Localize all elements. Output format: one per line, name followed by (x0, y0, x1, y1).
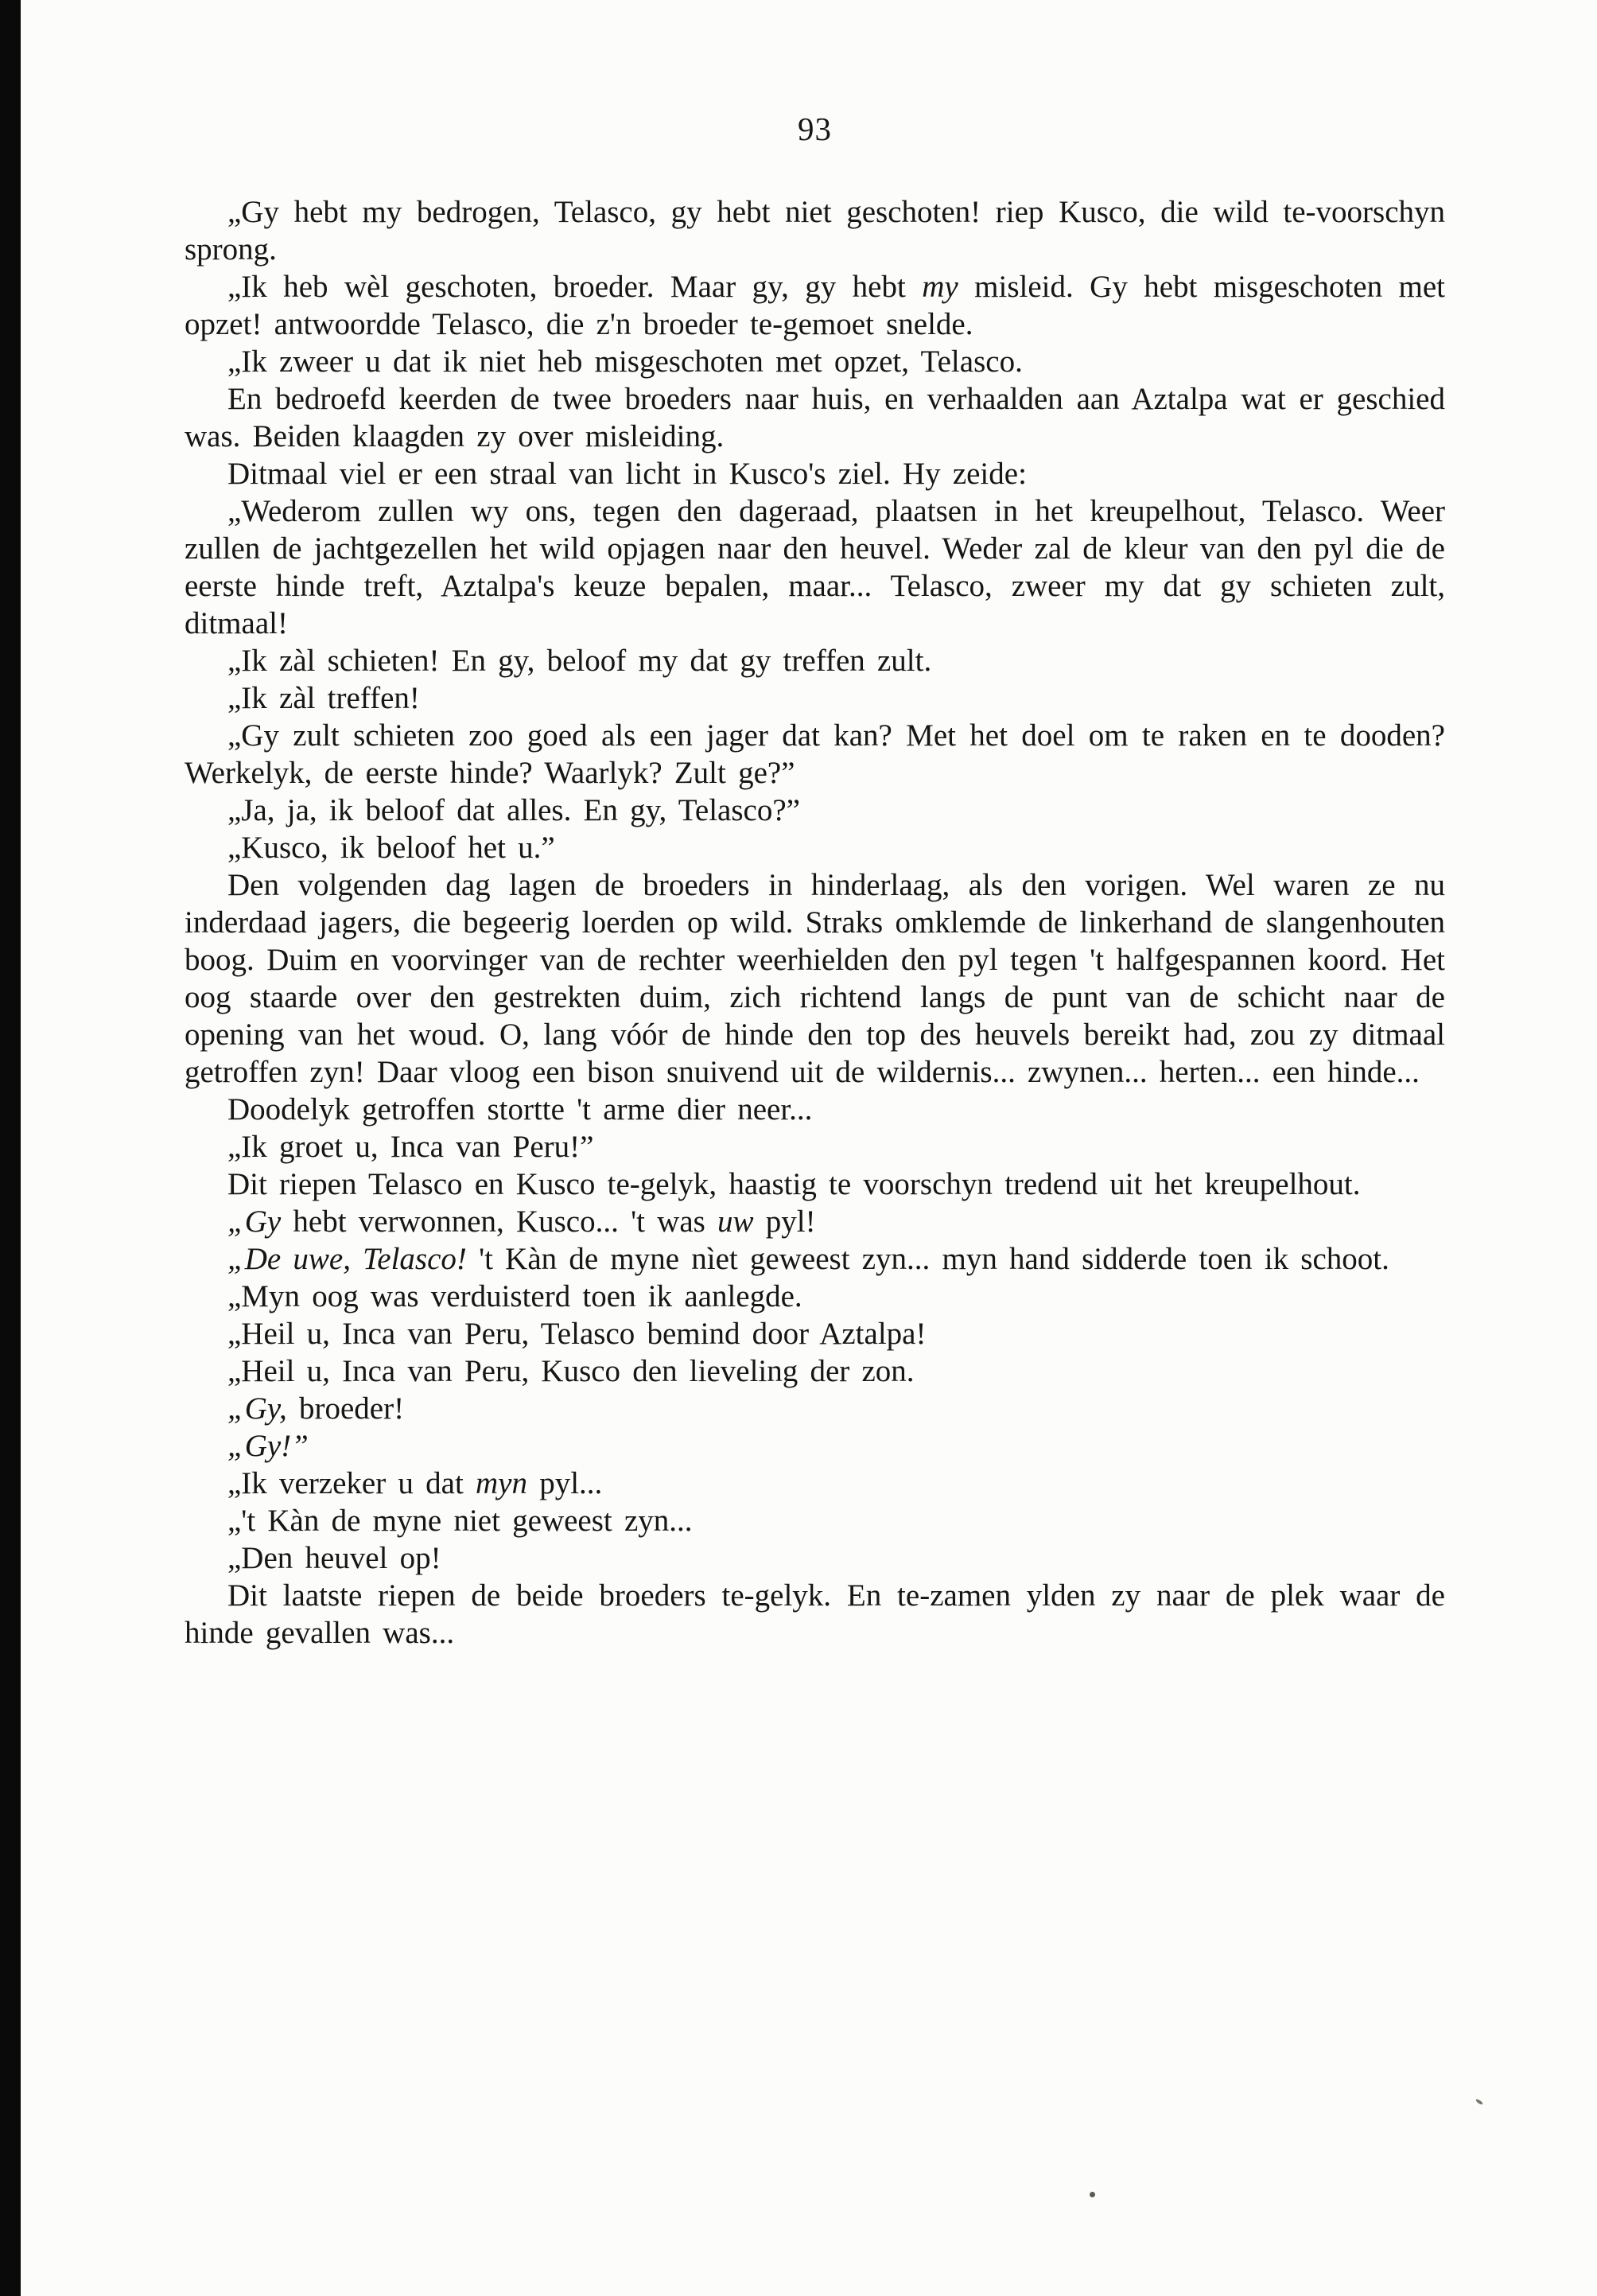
text-block (185, 193, 1445, 1652)
paragraph (185, 1352, 1445, 1390)
text-segment: Doodelyk getroffen stortte 't arme dier neer... (227, 1092, 813, 1127)
paragraph (185, 792, 1445, 829)
text-segment: „Den heuvel op! (227, 1541, 441, 1575)
emphasized-text: „Gy (227, 1204, 282, 1239)
text-segment: „Ik verzeker u dat (227, 1466, 476, 1500)
paragraph (185, 866, 1445, 1091)
paragraph (185, 1465, 1445, 1502)
paragraph (185, 380, 1445, 455)
paragraph (185, 717, 1445, 792)
text-segment: hebt verwonnen, Kusco... 't was (281, 1204, 718, 1239)
emphasized-text: my (922, 270, 958, 304)
text-segment: „Ik groet u, Inca van Peru!” (227, 1130, 594, 1164)
emphasized-text: myn (476, 1466, 527, 1500)
text-segment: „Gy zult schieten zoo goed als een jager dat kan? Met het doel om te raken en te dooden? Werkelyk, de eerste hinde? Waarlyk? Zult ge?” (185, 718, 1445, 790)
paragraph (185, 268, 1445, 343)
text-segment: En bedroefd keerden de twee broeders naar huis, en verhaalden aan Aztalpa wat er geschied was. Beiden klaagden zy over misleiding. (185, 382, 1445, 453)
text-segment: „Ik heb wèl geschoten, broeder. Maar gy, gy hebt (227, 270, 923, 304)
paragraph (185, 343, 1445, 380)
emphasized-text: „Gy, (227, 1391, 287, 1426)
paragraph (185, 1390, 1445, 1427)
text-segment: broeder! (286, 1391, 405, 1426)
text-segment: „Ja, ja, ik beloof dat alles. En gy, Telasco?” (227, 793, 800, 827)
text-segment: pyl! (753, 1204, 816, 1239)
text-segment: „Heil u, Inca van Peru, Telasco bemind door Aztalpa! (227, 1317, 927, 1351)
text-segment: 't Kàn de myne nìet geweest zyn... myn hand sidderde toen ik schoot. (466, 1242, 1389, 1276)
text-segment: Dit riepen Telasco en Kusco te-gelyk, haastig te voorschyn tredend uit het kreupelhout. (227, 1167, 1361, 1201)
paragraph (185, 1315, 1445, 1352)
paragraph (185, 193, 1445, 268)
text-segment: „Heil u, Inca van Peru, Kusco den lieveling der zon. (227, 1354, 915, 1388)
paragraph (185, 1278, 1445, 1315)
paragraph (185, 1166, 1445, 1203)
text-segment: „Ik zweer u dat ik niet heb misgeschoten met opzet, Telasco. (227, 344, 1023, 379)
paragraph (185, 455, 1445, 492)
emphasized-text: „De uwe, Telasco! (227, 1242, 467, 1276)
paragraph (185, 1427, 1445, 1465)
paragraph (185, 829, 1445, 866)
paragraph (185, 1539, 1445, 1577)
emphasized-text: uw (717, 1204, 754, 1239)
scan-speck (1090, 2192, 1095, 2197)
text-segment: Ditmaal viel er een straal van licht in Kusco's ziel. Hy zeide: (227, 457, 1027, 491)
emphasized-text: „Gy!” (227, 1429, 309, 1463)
paragraph (185, 679, 1445, 717)
text-segment: „Ik zàl schieten! En gy, beloof my dat gy treffen zult. (227, 644, 932, 678)
page-number: 93 (798, 111, 832, 147)
scan-binding-bar (0, 0, 21, 2296)
text-segment: „Ik zàl treffen! (227, 681, 420, 715)
paragraph (185, 1577, 1445, 1652)
text-segment: misleid. Gy hebt misgeschoten met opzet! antwoordde Telasco, die z'n broeder te-gemoet snelde. (185, 270, 1446, 341)
text-segment: pyl... (527, 1466, 603, 1500)
text-segment: „Myn oog was verduisterd toen ik aanlegde. (227, 1279, 802, 1313)
text-segment: „Wederom zullen wy ons, tegen den dageraad, plaatsen in het kreupelhout, Telasco. Weer zullen de jachtgezellen het wild opjagen naar den heuvel. Weder zal de kleur van den pyl die de eerste hinde treft, Aztalpa's keuze bepalen, maar... Telasco, zweer my dat gy schieten zult, ditmaal! (185, 494, 1445, 640)
paragraph (185, 1203, 1445, 1240)
text-segment: „Kusco, ik beloof het u.” (227, 831, 555, 865)
paragraph (185, 1091, 1445, 1128)
text-segment: „'t Kàn de myne niet geweest zyn... (227, 1504, 693, 1538)
paragraph (185, 492, 1445, 642)
text-segment: „Gy hebt my bedrogen, Telasco, gy hebt niet geschoten! riep Kusco, die wild te-voorschyn sprong. (185, 195, 1445, 267)
text-segment: Den volgenden dag lagen de broeders in hinderlaag, als den vorigen. Wel waren ze nu inderdaad jagers, die begeerig loerden op wild. Straks omklemde de linkerhand de slangenhouten boog. Duim en voorvinger van de rechter weerhielden den pyl tegen 't halfgespannen koord. Het oog staarde over den gestrekten duim, zich richtend langs de punt van de schicht naar de opening van het woud. O, lang vóór de hinde den top des heuvels bereikt had, zou zy ditmaal getroffen zyn! Daar vloog een bison snuivend uit de wildernis... zwynen... herten... een hinde... (185, 868, 1445, 1089)
paragraph (185, 1240, 1445, 1278)
paragraph (185, 1128, 1445, 1166)
scan-speck (1475, 2098, 1483, 2105)
paragraph (185, 642, 1445, 679)
text-segment: Dit laatste riepen de beide broeders te-gelyk. En te-zamen ylden zy naar de plek waar de hinde gevallen was... (185, 1578, 1445, 1650)
paragraph (185, 1502, 1445, 1539)
